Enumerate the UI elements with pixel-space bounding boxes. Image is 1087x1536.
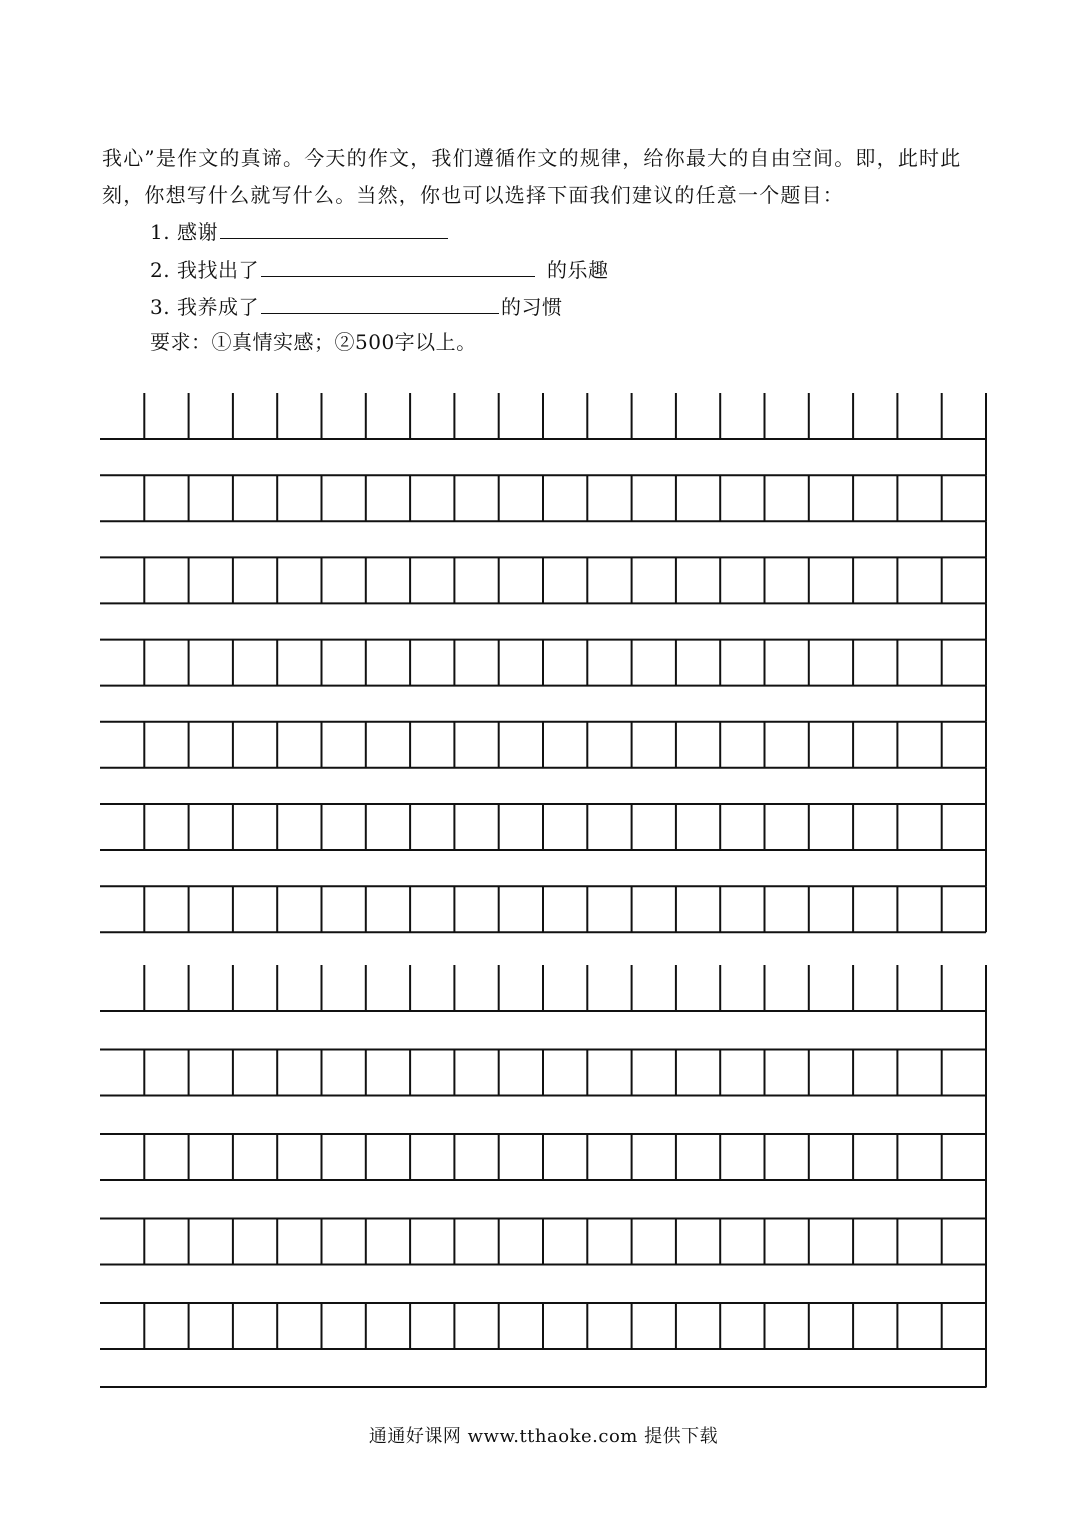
topic-option-2-prefix: 2. 我找出了: [150, 258, 259, 282]
topic-option-3-prefix: 3. 我养成了: [150, 295, 259, 319]
topic-option-1-prefix: 1. 感谢: [150, 220, 218, 244]
requirements: 要求：①真情实感；②500字以上。: [150, 330, 477, 354]
topic-option-3-suffix: 的习惯: [500, 295, 563, 319]
footer-credit: 通通好课网 www.tthaoke.com 提供下载: [368, 1426, 719, 1447]
instructions-line-1: 我心”是作文的真谛。今天的作文，我们遵循作文的规律，给你最大的自由空间。即，此时此: [102, 146, 962, 170]
topic-option-2-suffix: 的乐趣: [546, 258, 609, 282]
instructions-line-2: 刻，你想写什么就写什么。当然，你也可以选择下面我们建议的任意一个题目：: [102, 183, 844, 207]
